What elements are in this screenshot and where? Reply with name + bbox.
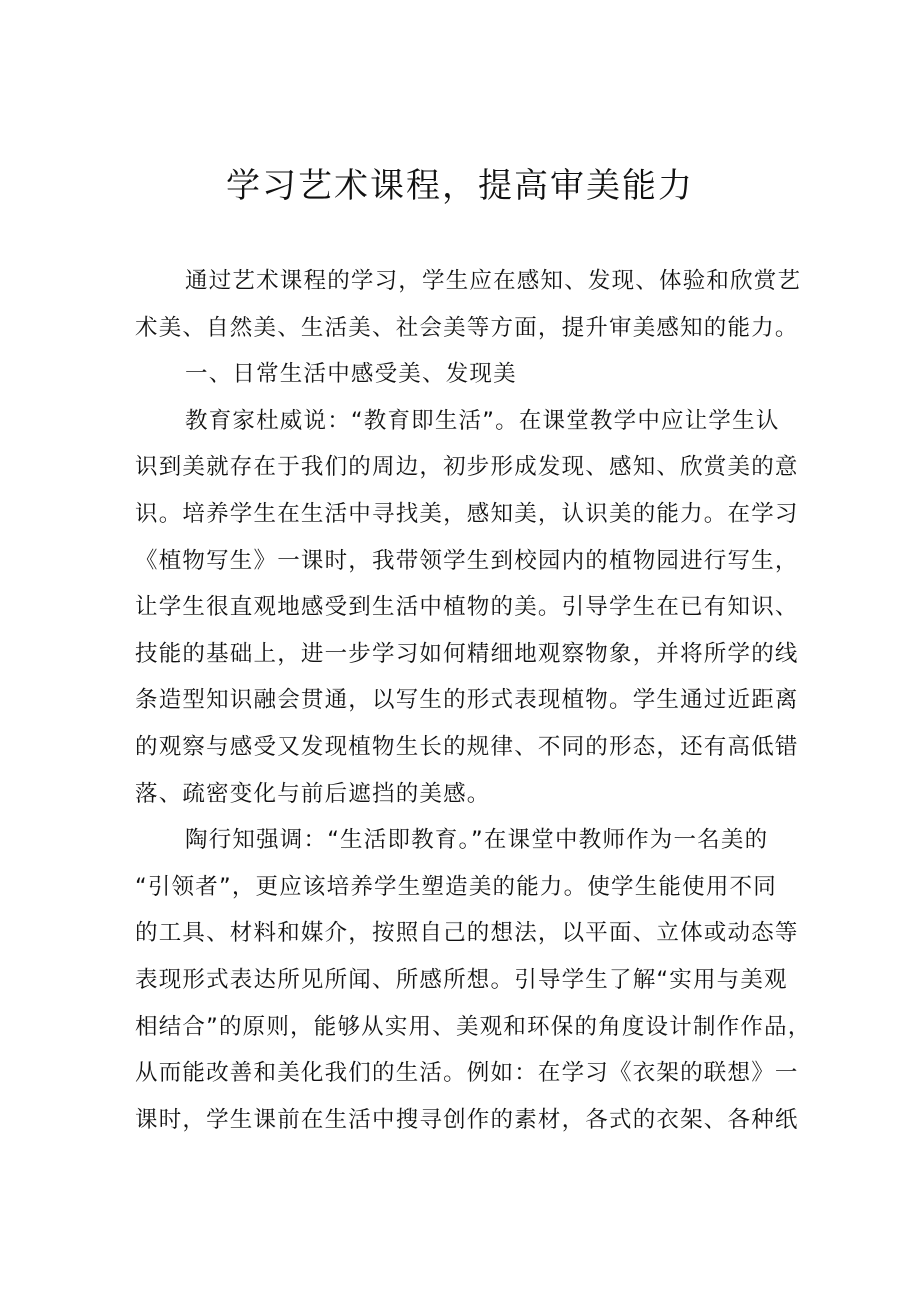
paragraph-line: 识。培养学生在生活中寻找美，感知美，认识美的能力。在学习 [135,500,799,527]
paragraph-line: 的工具、材料和媒介，按照自己的想法，以平面、立体或动态等 [135,920,799,947]
paragraph-line: 识到美就存在于我们的周边，初步形成发现、感知、欣赏美的意 [135,454,799,481]
section-heading: 一、日常生活中感受美、发现美 [185,361,517,388]
paragraph-line: 相结合”的原则，能够从实用、美观和环保的角度设计制作作品， [135,1013,812,1040]
paragraph-line: 《植物写生》一课时，我带领学生到校园内的植物园进行写生， [135,547,799,574]
paragraph-line: 课时，学生课前在生活中搜寻创作的素材，各式的衣架、各种纸 [135,1106,799,1133]
paragraph-line: “引领者”，更应该培养学生塑造美的能力。使学生能使用不同 [135,873,777,900]
paragraph-line: 落、疏密变化与前后遮挡的美感。 [135,780,491,807]
paragraph-line: 表现形式表达所见所闻、所感所想。引导学生了解“实用与美观 [135,966,788,993]
paragraph-line: 条造型知识融会贯通，以写生的形式表现植物。学生通过近距离 [135,687,799,714]
paragraph-line: 术美、自然美、生活美、社会美等方面，提升审美感知的能力。 [135,314,799,341]
document-body [135,258,812,1143]
paragraph-line: 陶行知强调：“生活即教育。”在课堂中教师作为一名美的 [185,827,769,854]
paragraph-line: 的观察与感受又发现植物生长的规律、不同的形态，还有高低错 [135,733,799,760]
paragraph-line: 让学生很直观地感受到生活中植物的美。引导学生在已有知识、 [135,594,799,621]
document-title: 学习艺术课程，提高审美能力 [226,166,694,206]
paragraph-line: 技能的基础上，进一步学习如何精细地观察物象，并将所学的线 [135,640,799,667]
paragraph-line: 从而能改善和美化我们的生活。例如：在学习《衣架的联想》一 [135,1060,799,1087]
paragraph-line: 通过艺术课程的学习，学生应在感知、发现、体验和欣赏艺 [185,268,802,294]
paragraph-line: 教育家杜威说：“教育即生活”。在课堂教学中应让学生认 [185,407,780,434]
